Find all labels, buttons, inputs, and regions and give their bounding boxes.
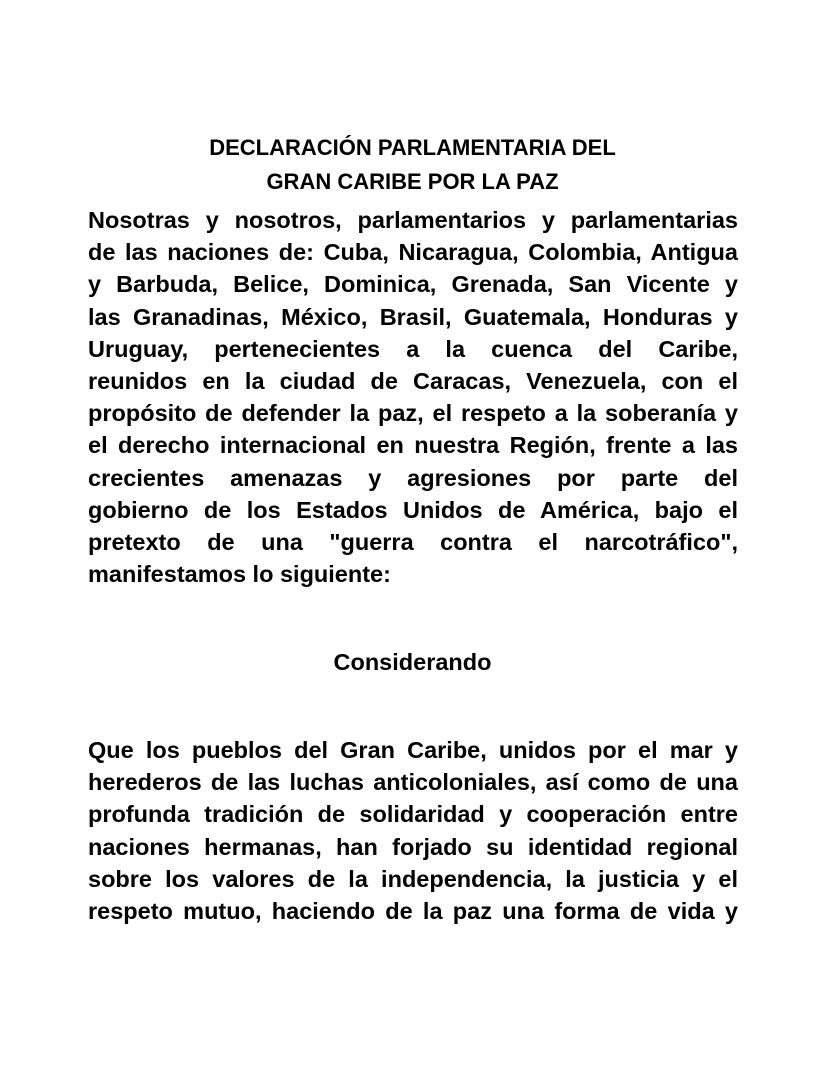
section-heading: Considerando <box>333 649 492 675</box>
text-line: Que los pueblos del Gran Caribe, unidos por el mar y <box>88 737 738 763</box>
text-line: reunidos en la ciudad de Caracas, Venezuela, con el <box>88 367 738 394</box>
text-line: naciones hermanas, han forjado su identidad regional <box>88 833 738 860</box>
text-line: profunda tradición de solidaridad y cooperación entre <box>88 801 738 828</box>
considerando-paragraph <box>88 734 738 927</box>
text-line: las Granadinas, México, Brasil, Guatemala, Honduras y <box>88 303 738 330</box>
title-line: GRAN CARIBE POR LA PAZ <box>266 169 559 194</box>
text-line: manifestamos lo siguiente: <box>88 561 391 588</box>
document-title <box>0 131 825 199</box>
text-line: sobre los valores de la independencia, la justicia y el <box>88 865 738 892</box>
text-line: pretexto de una "guerra contra el narcotráfico", <box>88 528 738 555</box>
intro-paragraph <box>88 204 738 590</box>
text-line: crecientes amenazas y agresiones por parte del <box>88 464 738 491</box>
text-line: y Barbuda, Belice, Dominica, Grenada, San Vicente y <box>88 271 738 298</box>
text-line: propósito de defender la paz, el respeto a la soberanía y <box>88 400 738 427</box>
text-line: gobierno de los Estados Unidos de América, bajo el <box>88 496 738 523</box>
title-line: DECLARACIÓN PARLAMENTARIA DEL <box>209 135 616 160</box>
text-line: Uruguay, pertenecientes a la cuenca del Caribe, <box>88 335 738 362</box>
text-line: el derecho internacional en nuestra Región, frente a las <box>88 432 738 459</box>
text-line: Nosotras y nosotros, parlamentarios y parlamentarias <box>88 207 738 233</box>
text-line: respeto mutuo, haciendo de la paz una forma de vida y <box>88 897 738 924</box>
text-line: de las naciones de: Cuba, Nicaragua, Colombia, Antigua <box>88 239 738 266</box>
text-line: herederos de las luchas anticoloniales, así como de una <box>88 769 738 796</box>
